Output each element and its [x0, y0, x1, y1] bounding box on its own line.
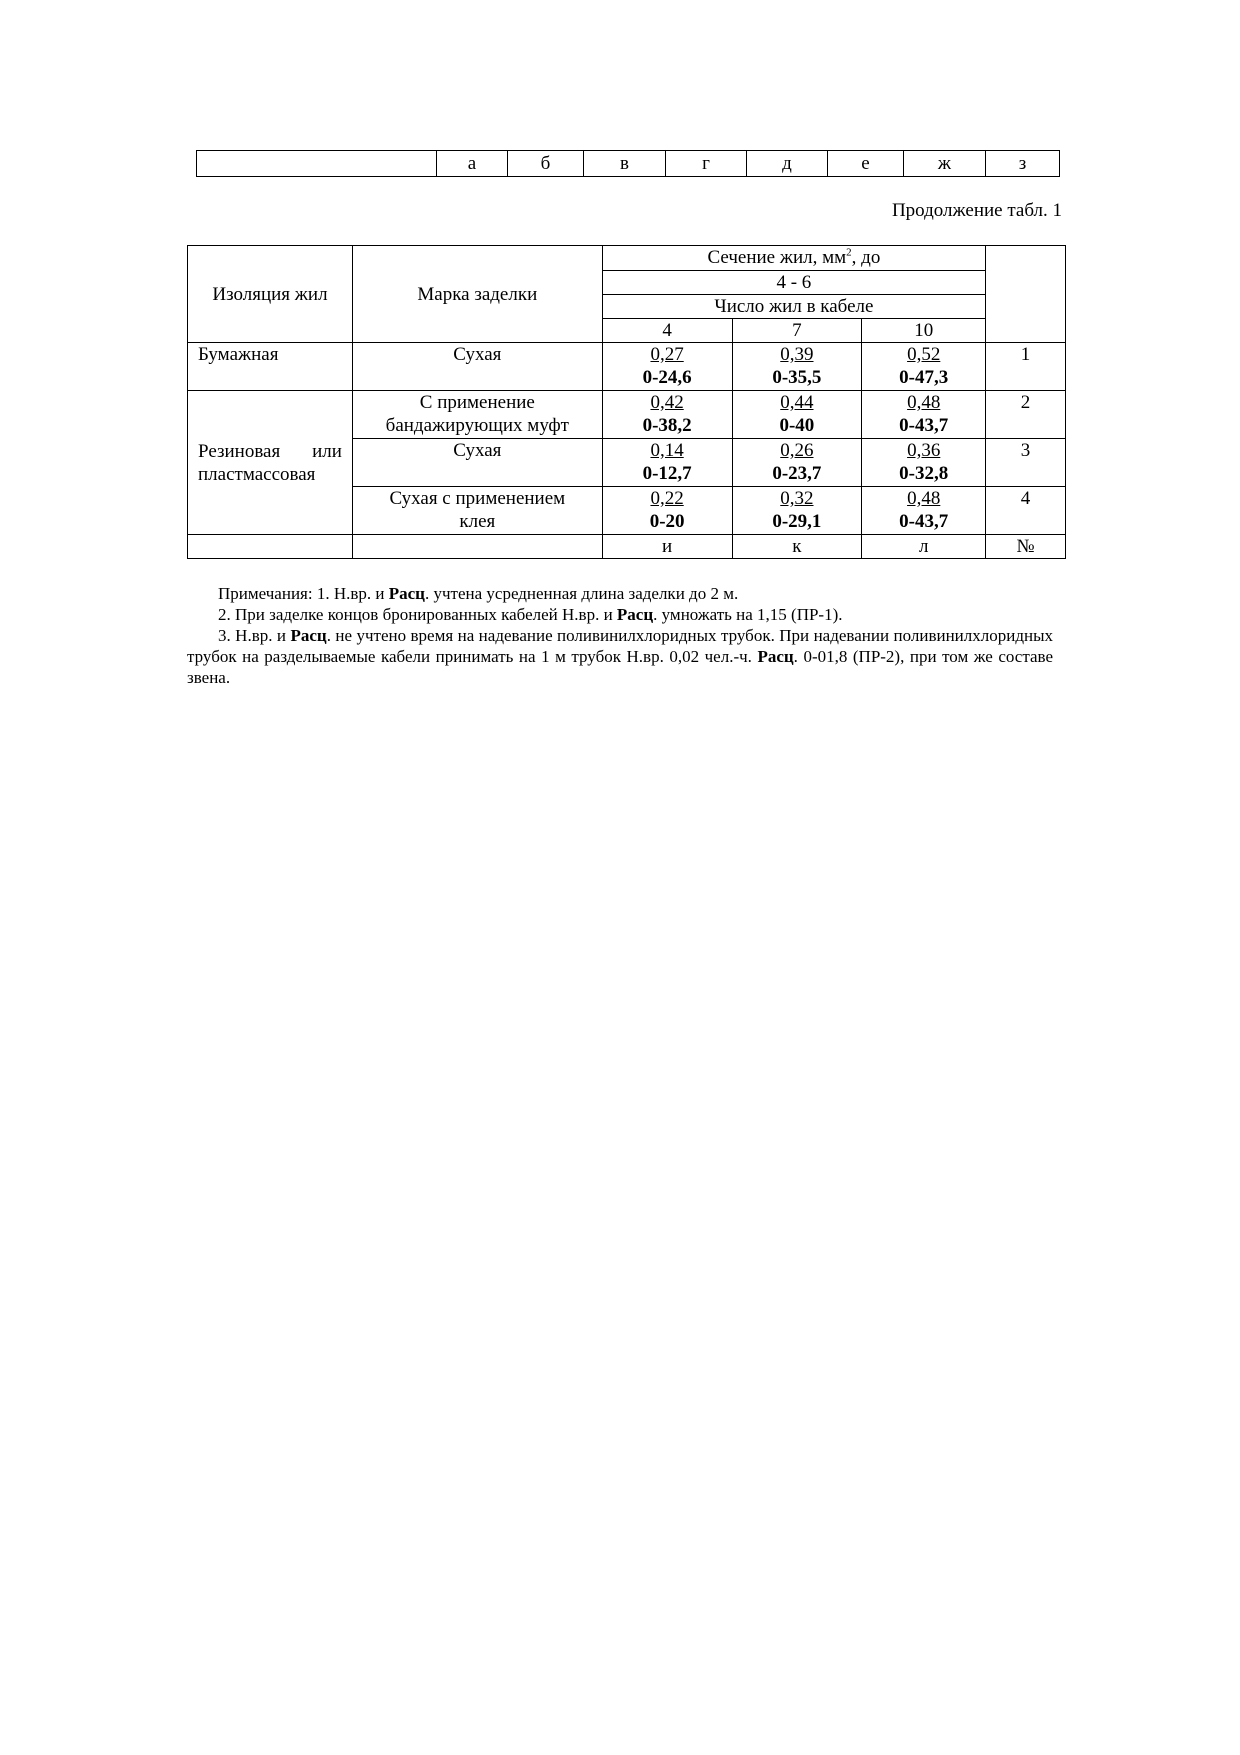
time-norm: 0,26 — [780, 440, 814, 461]
column-letter-cell: ж — [904, 151, 986, 177]
column-letter-cell: д — [747, 151, 828, 177]
rate-value: 0-35,5 — [772, 367, 822, 388]
rate-value: 0-29,1 — [772, 511, 822, 532]
column-letter-cell — [197, 151, 437, 177]
brand-cell: Сухая с применением клея — [352, 487, 602, 535]
footer-cell: к — [732, 535, 862, 559]
core-count: 4 — [602, 319, 732, 343]
value-cell — [602, 487, 732, 535]
rate-value: 0-24,6 — [642, 367, 692, 388]
value-cell — [732, 439, 862, 487]
column-letter-cell: е — [828, 151, 904, 177]
rate-value: 0-40 — [779, 415, 815, 436]
notes — [187, 583, 1053, 688]
rate-value: 0-43,7 — [899, 511, 949, 532]
insulation-cell — [188, 391, 353, 535]
header-brand: Марка заделки — [352, 246, 602, 343]
footer-cell: № — [986, 535, 1066, 559]
brand-cell: Сухая — [352, 439, 602, 487]
time-norm: 0,32 — [780, 488, 814, 509]
norms-table — [187, 245, 1066, 559]
value-cell — [602, 343, 732, 391]
rate-value: 0-47,3 — [899, 367, 949, 388]
time-norm: 0,39 — [780, 344, 814, 365]
rate-value: 0-20 — [649, 511, 685, 532]
column-letter-strip — [196, 150, 1060, 177]
brand-cell: Сухая — [352, 343, 602, 391]
header-blank — [986, 246, 1066, 343]
table-caption: Продолжение табл. 1 — [891, 200, 1062, 221]
time-norm: 0,22 — [650, 488, 684, 509]
time-norm: 0,36 — [907, 440, 941, 461]
footer-cell: и — [602, 535, 732, 559]
header-row — [188, 246, 1066, 271]
value-cell — [862, 391, 986, 439]
value-cell — [862, 343, 986, 391]
column-letter-cell: а — [437, 151, 508, 177]
row-number: 4 — [986, 487, 1066, 535]
time-norm: 0,44 — [780, 392, 814, 413]
time-norm: 0,52 — [907, 344, 941, 365]
value-cell — [862, 439, 986, 487]
row-number: 1 — [986, 343, 1066, 391]
value-cell — [602, 391, 732, 439]
rate-value: 0-23,7 — [772, 463, 822, 484]
footer-cell: л — [862, 535, 986, 559]
insulation-line: Резиновая или — [198, 440, 342, 462]
note-3: 3. Н.вр. и Расц. не учтено время на надевание поливинилхлоридных трубок. При надевании поливинилхлоридных трубок на разделываемые кабели принимать на 1 м трубок Н.вр. 0,02 чел.-ч. Расц. 0-01,8 (ПР-2), при том же составе звена. — [187, 626, 1054, 687]
time-norm: 0,27 — [650, 344, 684, 365]
column-letter-cell: з — [986, 151, 1060, 177]
rate-value: 0-43,7 — [899, 415, 949, 436]
row-number: 2 — [986, 391, 1066, 439]
value-cell — [862, 487, 986, 535]
rate-value: 0-32,8 — [899, 463, 949, 484]
header-insulation: Изоляция жил — [188, 246, 353, 343]
table-row — [188, 391, 1066, 439]
footer-cell — [188, 535, 353, 559]
time-norm: 0,48 — [907, 392, 941, 413]
header-section: Сечение жил, $мм^2$, до — [602, 246, 985, 271]
footer-row — [188, 535, 1066, 559]
rate-value: 0-12,7 — [642, 463, 692, 484]
time-norm: 0,48 — [907, 488, 941, 509]
column-letter-cell: г — [666, 151, 747, 177]
note-2: 2. При заделке концов бронированных кабелей Н.вр. и Расц. умножать на 1,15 (ПР-1). — [218, 605, 843, 624]
value-cell — [602, 439, 732, 487]
insulation-line: пластмассовая — [198, 463, 316, 485]
column-letter-cell: б — [508, 151, 584, 177]
column-letter-row — [197, 151, 1060, 177]
table-row — [188, 343, 1066, 391]
insulation-cell: Бумажная — [188, 343, 353, 391]
time-norm: 0,42 — [650, 392, 684, 413]
footer-cell — [352, 535, 602, 559]
value-cell — [732, 343, 862, 391]
core-count: 10 — [862, 319, 986, 343]
rate-value: 0-38,2 — [642, 415, 692, 436]
time-norm: 0,14 — [650, 440, 684, 461]
header-cores: Число жил в кабеле — [602, 295, 985, 319]
column-letter-cell: в — [584, 151, 666, 177]
value-cell — [732, 487, 862, 535]
core-count: 7 — [732, 319, 862, 343]
row-number: 3 — [986, 439, 1066, 487]
header-section-range: 4 - 6 — [602, 271, 985, 295]
brand-cell: С применение бандажирующих муфт — [352, 391, 602, 439]
value-cell — [732, 391, 862, 439]
note-1: Примечания: 1. Н.вр. и Расц. учтена усредненная длина заделки до 2 м. — [218, 584, 739, 603]
